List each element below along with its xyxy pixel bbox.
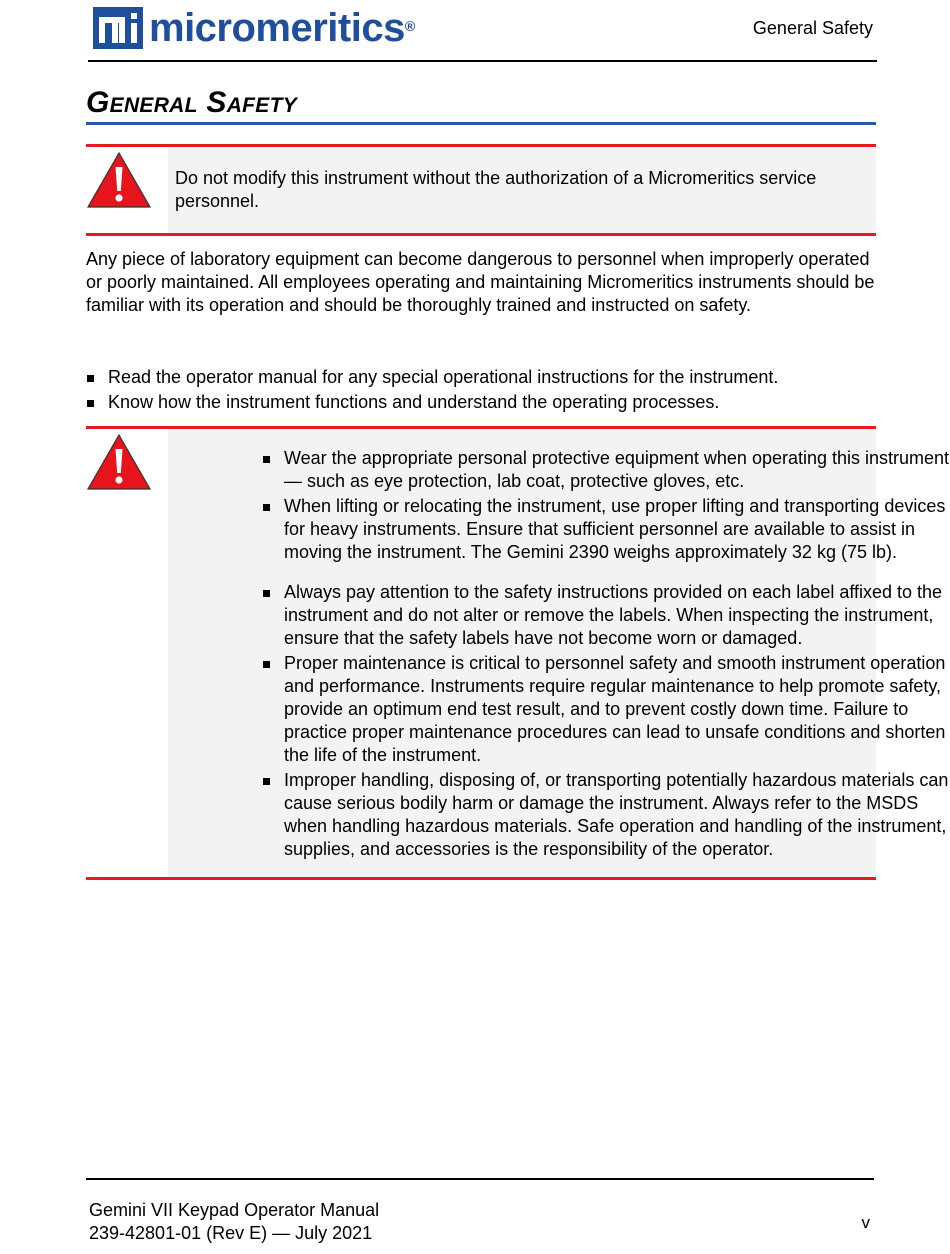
warning-triangle-icon: [86, 433, 152, 491]
general-bullets: [86, 366, 876, 416]
list-item: Read the operator manual for any special operational instructions for the instrument.: [86, 366, 876, 389]
micromeritics-logo-mark-icon: [93, 7, 143, 49]
page-number: v: [861, 1213, 870, 1232]
list-item: Wear the appropriate personal protective equipment when operating this instrument — such as eye protection, lab coat, protective gloves, etc.: [262, 447, 950, 493]
brand-name: micromeritics®: [149, 6, 415, 50]
warning-triangle-icon: [86, 151, 152, 209]
safety-bullets: [262, 447, 950, 863]
header-section-title: General Safety: [752, 18, 873, 38]
list-item: Know how the instrument functions and understand the operating processes.: [86, 391, 876, 414]
footer-doc-number: 239-42801-01 (Rev E) — July 2021: [89, 1223, 373, 1243]
page-header: [88, 0, 877, 62]
warning-callout-modify: [86, 144, 876, 236]
intro-paragraph: Any piece of laboratory equipment can become dangerous to personnel when improperly operated or poorly maintained. All employees operating and maintaining Micromeritics instruments should be familiar with its operation and should be thoroughly trained and instructed on safety.: [86, 249, 875, 315]
warning-callout-safety: [86, 426, 950, 880]
list-item: Proper maintenance is critical to personnel safety and smooth instrument operation and performance. Instruments require regular maintenance to help promote safety, provide an optimum end test result, and to prevent costly down time. Failure to practice proper maintenance procedures can lead to unsafe conditions and shorten the life of the instrument.: [262, 652, 950, 767]
page-footer: [86, 1178, 874, 1243]
list-item: When lifting or relocating the instrument, use proper lifting and transporting devices for heavy instruments. Ensure that sufficient personnel are available to assist in moving the instrument. The Gemini 2390 weighs approximately 32 kg (75 lb).: [262, 495, 950, 564]
list-item: Always pay attention to the safety instructions provided on each label affixed to the instrument and do not alter or remove the labels. When inspecting the instrument, ensure that the safety labels have not become worn or damaged.: [262, 581, 950, 650]
micromeritics-logo: [93, 6, 415, 50]
warning-text: Do not modify this instrument without the authorization of a Micromeritics service personnel.: [175, 168, 817, 211]
footer-manual-title: Gemini VII Keypad Operator Manual: [89, 1200, 380, 1220]
list-item: Improper handling, disposing of, or transporting potentially hazardous materials can cause serious bodily harm or damage the instrument. Always refer to the MSDS when handling hazardous materials. Safe operation and handling of the instrument, supplies, and accessories is the responsibility of the operator.: [262, 769, 950, 861]
page-title: General Safety: [86, 86, 876, 125]
